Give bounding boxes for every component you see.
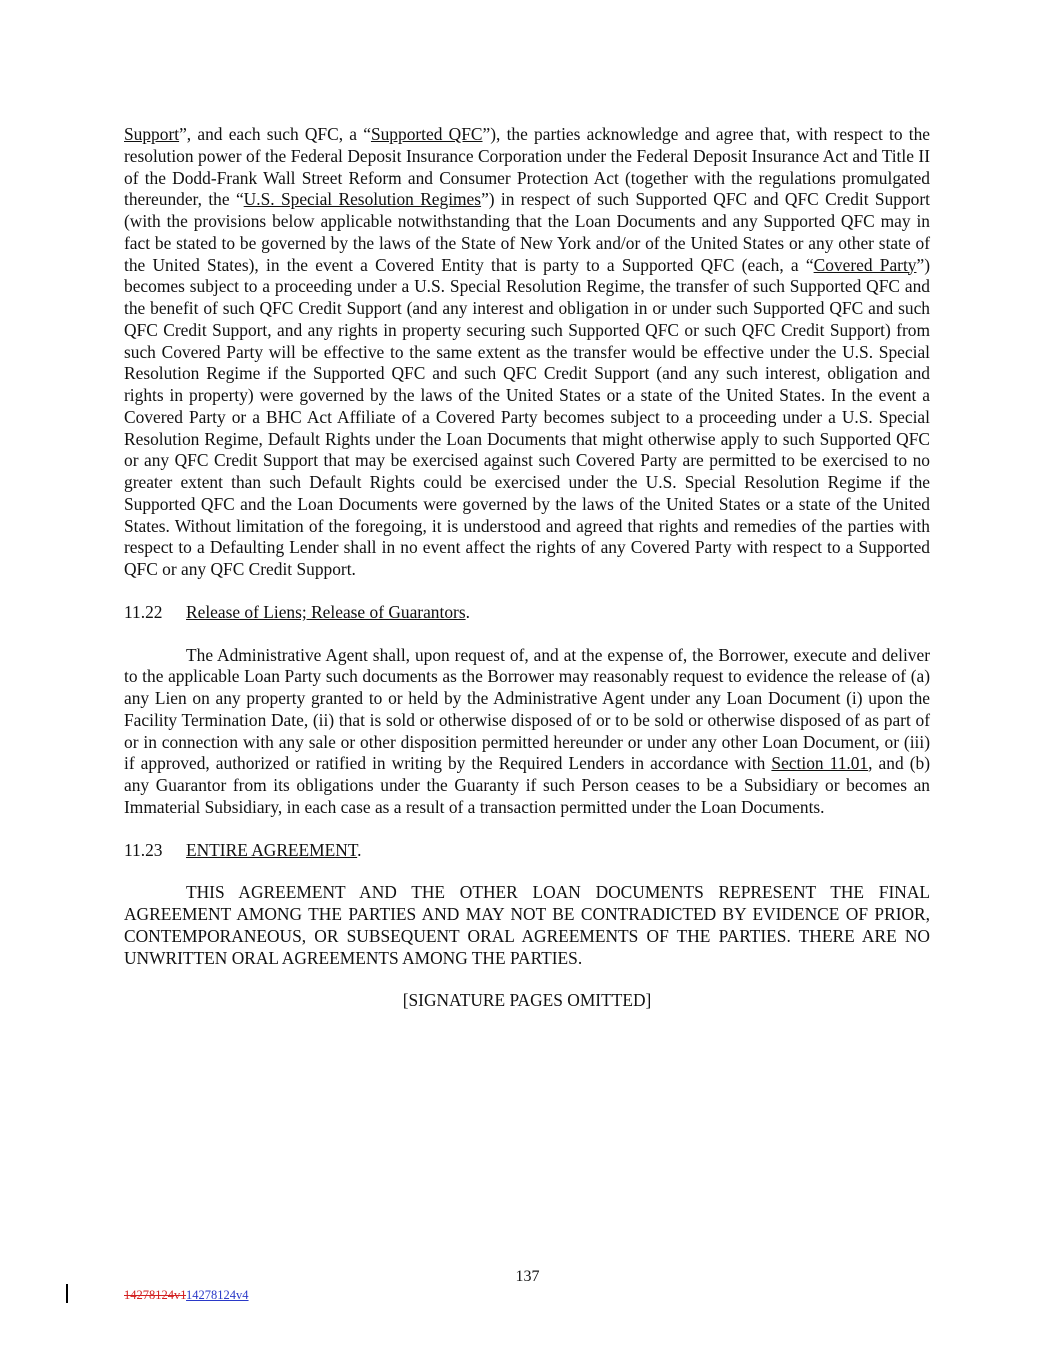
deleted-doc-id: 14278124v1 [124, 1288, 187, 1302]
section-title [186, 840, 362, 862]
section-number: 11.22 [124, 601, 163, 622]
text-run: ”, and each such QFC, a “ [179, 124, 371, 144]
section-title [186, 602, 470, 624]
section-title-text: Release of Liens; Release of Guarantors [186, 601, 466, 622]
text-run: ”), the parties acknowledge and agree that, with respect to the resolution power of the Federal Deposit Insurance Corporation under the Federal Deposit Insurance Act and Title II of the Dodd-Frank Wall Street Reform and Consumer Protection Act (together with the regulations promulgated thereunder, the “ [124, 124, 931, 210]
release-paragraph [124, 645, 930, 819]
qfc-paragraph [124, 124, 930, 581]
section-number: 11.23 [124, 839, 163, 860]
defined-term-us-special-resolution-regimes: U.S. Special Resolution Regimes [243, 189, 482, 210]
text-run: ”) in respect of such Supported QFC and QFC Credit Support (with the provisions below applicable notwithstanding that the Loan Documents and any Supported QFC may in fact be stated to be governed by the laws of the State of New York and/or of the United States or any other state of the United States), in the event a Covered Entity that is party to a Supported QFC (each, a “ [124, 189, 930, 275]
section-title-period: . [465, 601, 470, 622]
inserted-doc-id: 14278124v4 [186, 1288, 249, 1302]
section-title-period: . [357, 839, 362, 860]
text-run: The Administrative Agent shall, upon request of, and at the expense of, the Borrower, execute and deliver to the applicable Loan Party such documents as the Borrower may reasonably request to evidence the release of (a) any Lien on any property granted to or held by the Administrative Agent under any Loan Document (i) upon the Facility Termination Date, (ii) that is sold or otherwise disposed of or to be sold or otherwise disposed of as part of or in connection with any sale or other disposition permitted hereunder or under any other Loan Document, or (iii) if approved, authorized or ratified in writing by the Required Lenders in accordance with [124, 644, 930, 774]
section-reference: Section 11.01 [771, 753, 869, 774]
entire-agreement-paragraph: THIS AGREEMENT AND THE OTHER LOAN DOCUMENTS REPRESENT THE FINAL AGREEMENT AMONG THE PARTIES AND MAY NOT BE CONTRADICTED BY EVIDENCE OF PRIOR, CONTEMPORANEOUS, OR SUBSEQUENT ORAL AGREEMENTS OF THE PARTIES. THERE ARE NO UNWRITTEN ORAL AGREEMENTS AMONG THE PARTIES. [124, 882, 930, 968]
text-run: ”) becomes subject to a proceeding under a U.S. Special Resolution Regime, the transfer of such Supported QFC and the benefit of such QFC Credit Support (and any interest and obligation in or under such Supported QFC and such QFC Credit Support, and any rights in property securing such Supported QFC or such QFC Credit Support) from such Covered Party will be effective to the same extent as the transfer would be effective under the U.S. Special Resolution Regime if the Supported QFC and such QFC Credit Support (and any such interest, obligation and rights in property) were governed by the laws of the United States or a state of the United States. In the event a Covered Party or a BHC Act Affiliate of a Covered Party becomes subject to a proceeding under a U.S. Special Resolution Regime, Default Rights under the Loan Documents that might otherwise apply to such Supported QFC or any QFC Credit Support that may be exercised against such Covered Party are permitted to be exercised to no greater extent than such Default Rights could be exercised under the U.S. Special Resolution Regime if the Supported QFC and the Loan Documents were governed by the laws of the United States or a state of the United States. Without limitation of the foregoing, it is understood and agreed that rights and remedies of the parties with respect to a Defaulting Lender shall in no event affect the rights of any Covered Party with respect to a Supported QFC or any QFC Credit Support. [124, 254, 930, 579]
document-page [124, 124, 930, 1012]
document-id [124, 1288, 249, 1303]
text-run: , and (b) any Guarantor from its obligations under the Guaranty if such Person ceases to be a Subsidiary or becomes an Immaterial Subsidiary, in each case as a result of a transaction permitted under the Loan Documents. [124, 753, 930, 817]
signature-note: [SIGNATURE PAGES OMITTED] [402, 990, 652, 1011]
section-heading-11-23 [124, 840, 930, 862]
defined-term-supported-qfc: Supported QFC [370, 124, 483, 144]
defined-term-support: Support [124, 124, 180, 144]
defined-term-covered-party: Covered Party [813, 254, 917, 275]
page-number: 137 [515, 1268, 540, 1285]
section-heading-11-22 [124, 602, 930, 624]
section-title-text: ENTIRE AGREEMENT [186, 839, 358, 860]
change-bar [66, 1284, 68, 1303]
